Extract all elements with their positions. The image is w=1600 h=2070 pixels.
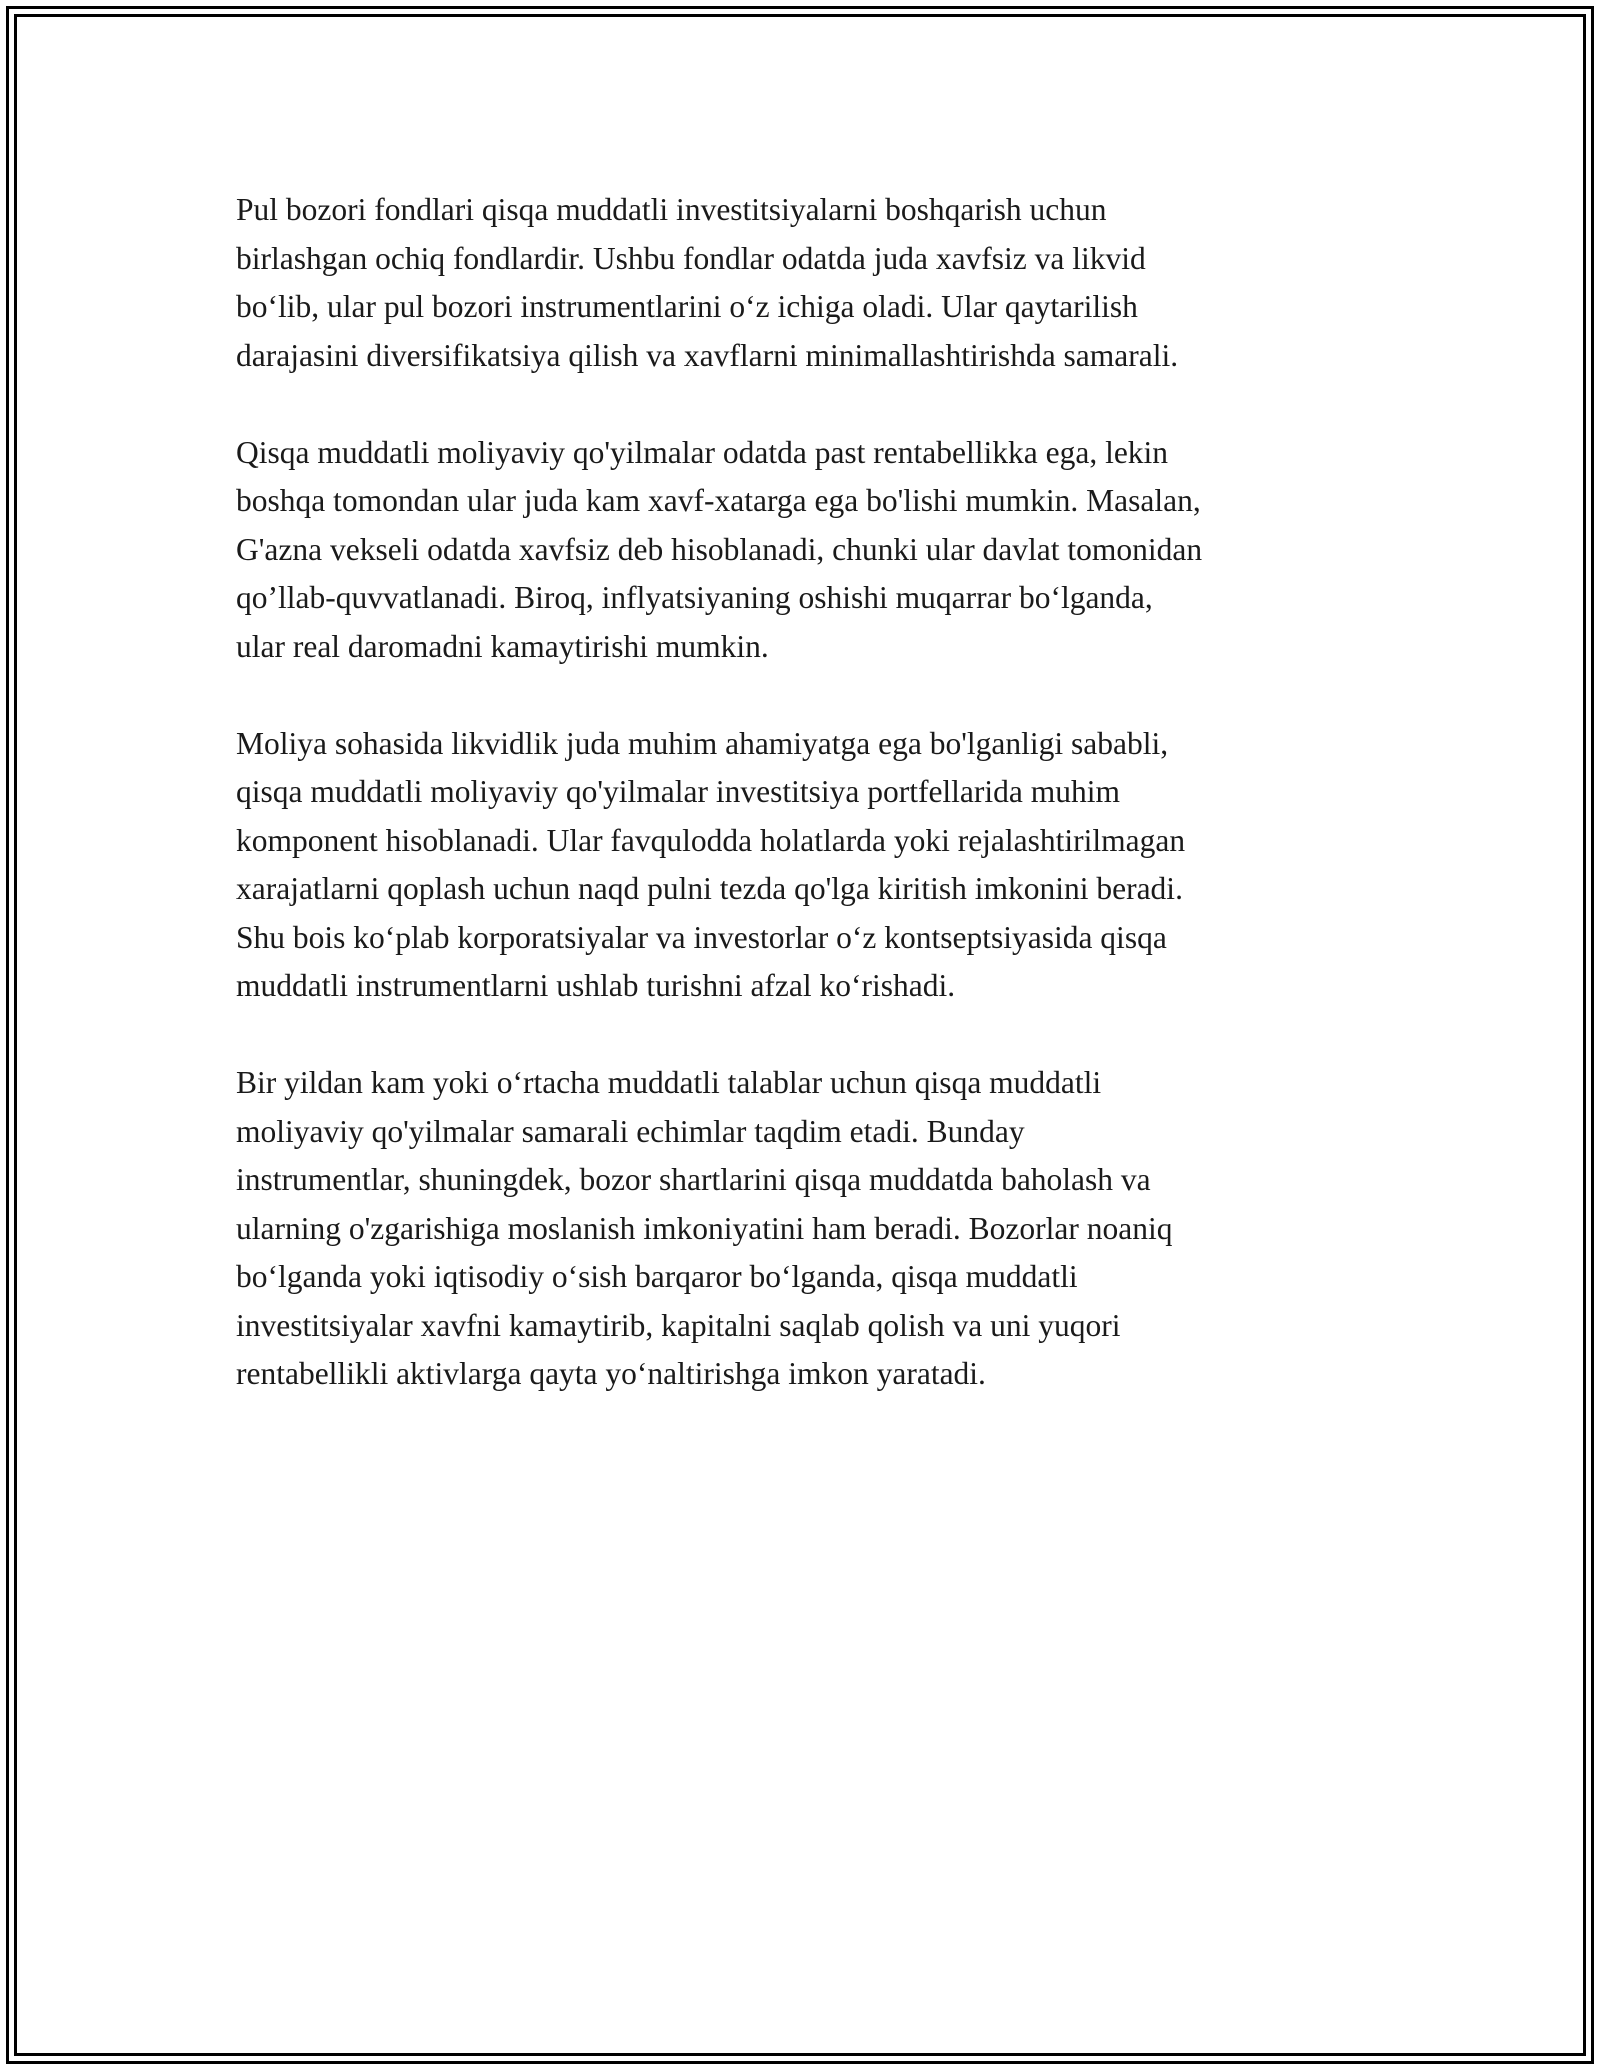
text-line: ularning o'zgarishiga moslanish imkoniyatini ham beradi. Bozorlar noaniq: [236, 1210, 1173, 1246]
text-line: Moliya sohasida likvidlik juda muhim ahamiyatga ega bo'lganligi sababli,: [236, 725, 1169, 761]
text-line: rentabellikli aktivlarga qayta yo‘naltirishga imkon yaratadi.: [236, 1356, 986, 1391]
text-line: komponent hisoblanadi. Ular favqulodda holatlarda yoki rejalashtirilmagan: [236, 822, 1186, 858]
text-line: Qisqa muddatli moliyaviy qo'yilmalar odatda past rentabellikka ega, lekin: [236, 434, 1169, 470]
text-line: bo‘lganda yoki iqtisodiy o‘sish barqaror bo‘lganda, qisqa muddatli: [236, 1259, 1078, 1294]
text-line: instrumentlar, shuningdek, bozor shartlarini qisqa muddatda baholash va: [236, 1162, 1151, 1197]
text-line: qo’llab-quvvatlanadi. Biroq, inflyatsiyaning oshishi muqarrar bo‘lganda,: [236, 580, 1153, 615]
text-line: boshqa tomondan ular juda kam xavf-xatarga ega bo'lishi mumkin. Masalan,: [236, 483, 1201, 518]
paragraph-2: [236, 429, 1376, 672]
text-line: qisqa muddatli moliyaviy qo'yilmalar investitsiya portfellarida muhim: [236, 774, 1121, 809]
text-line: xarajatlarni qoplash uchun naqd pulni tezda qo'lga kiritish imkonini beradi.: [236, 871, 1183, 906]
paragraph-1: [236, 186, 1376, 380]
text-line: muddatli instrumentlarni ushlab turishni afzal ko‘rishadi.: [236, 968, 956, 1003]
text-line: Bir yildan kam yoki o‘rtacha muddatli talablar uchun qisqa muddatli: [236, 1065, 1102, 1100]
text-line: bo‘lib, ular pul bozori instrumentlarini o‘z ichiga oladi. Ular qaytarilish: [236, 289, 1138, 324]
text-line: birlashgan ochiq fondlardir. Ushbu fondlar odatda juda xavfsiz va likvid: [236, 240, 1146, 276]
text-line: investitsiyalar xavfni kamaytirib, kapitalni saqlab qolish va uni yuqori: [236, 1307, 1121, 1343]
text-line: ular real daromadni kamaytirishi mumkin.: [236, 628, 769, 664]
text-line: Pul bozori fondlari qisqa muddatli investitsiyalarni boshqarish uchun: [236, 192, 1107, 227]
paragraph-3: [236, 720, 1376, 1011]
text-line: moliyaviy qo'yilmalar samarali echimlar taqdim etadi. Bunday: [236, 1113, 1025, 1149]
document-body: [236, 186, 1376, 1447]
paragraph-4: [236, 1059, 1376, 1399]
text-line: G'azna vekseli odatda xavfsiz deb hisoblanadi, chunki ular davlat tomonidan: [236, 531, 1203, 567]
text-line: darajasini diversifikatsiya qilish va xavflarni minimallashtirishda samarali.: [236, 337, 1179, 373]
text-line: Shu bois ko‘plab korporatsiyalar va investorlar o‘z kontseptsiyasida qisqa: [236, 919, 1167, 955]
